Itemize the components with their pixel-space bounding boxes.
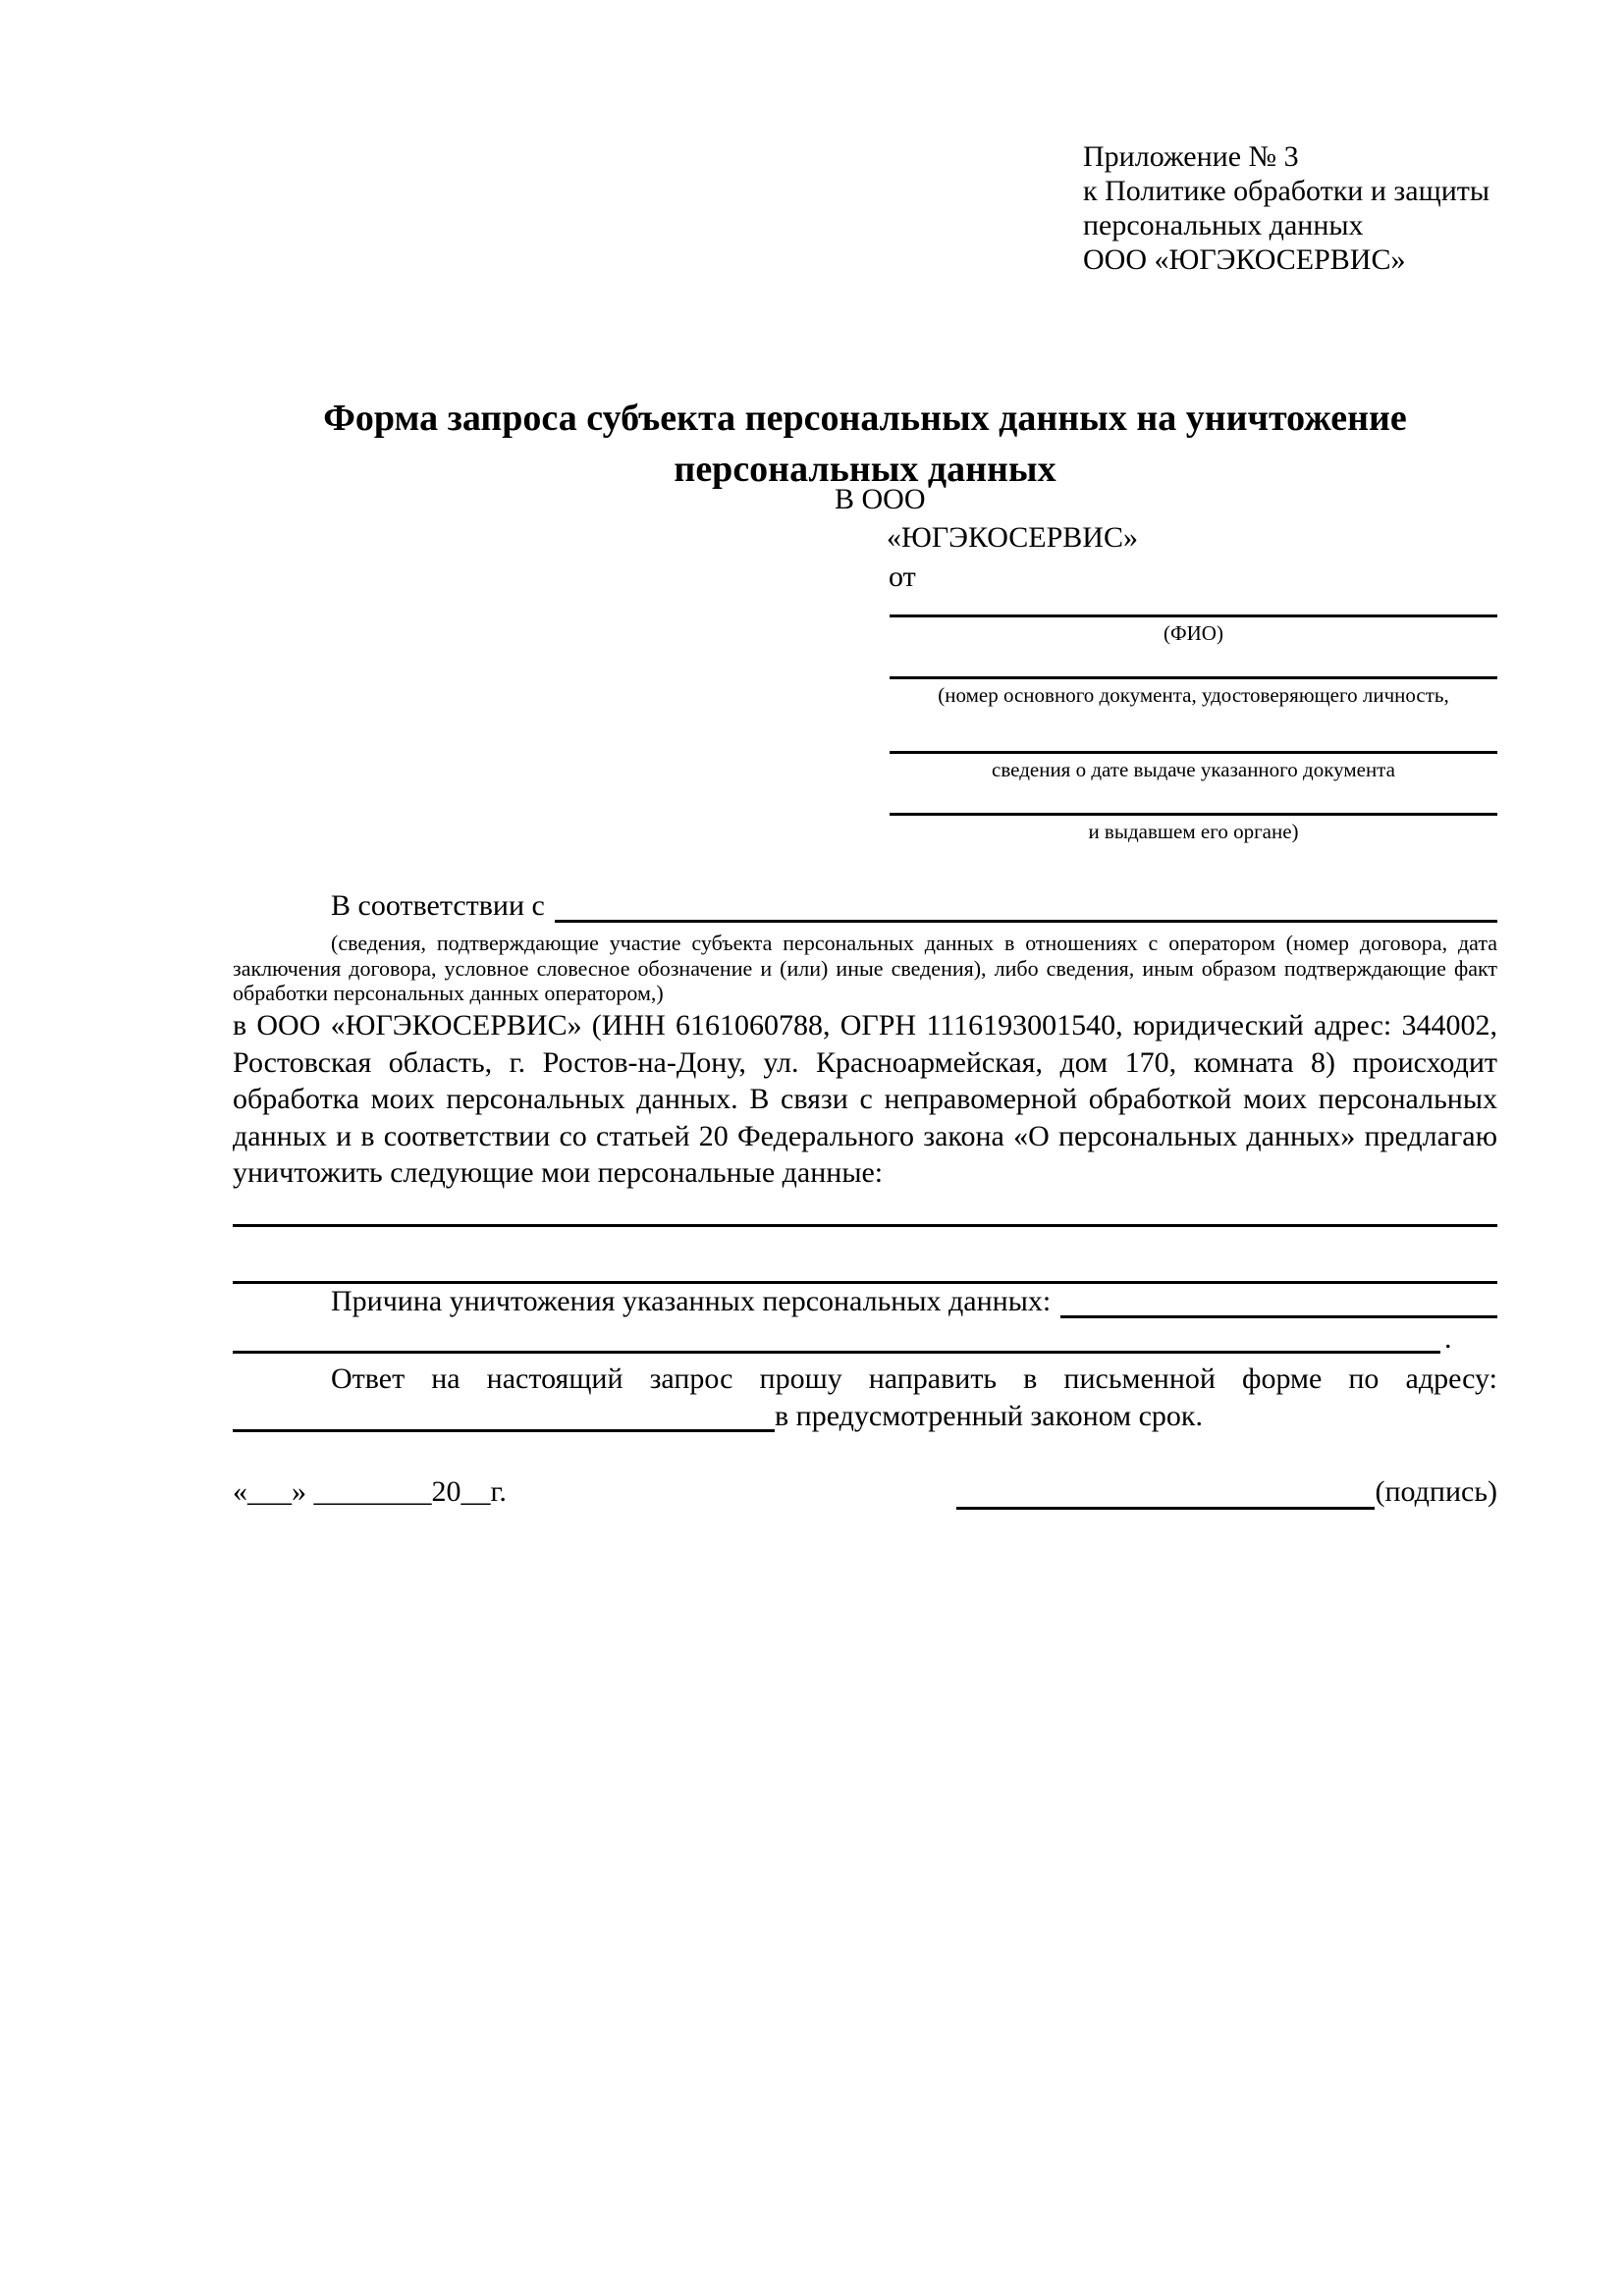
answer-paragraph-line-1: Ответ на настоящий запрос прошу направить в письменной форме по адресу:	[331, 1362, 1497, 1395]
reason-label: Причина уничтожения указанных персональных данных:	[331, 1285, 1052, 1317]
document-number-caption: (номер основного документа, удостоверяющего личность,	[938, 683, 1449, 707]
accordance-line	[233, 889, 1497, 923]
addressee-company-name: «ЮГЭКОСЕРВИС»	[887, 521, 1138, 554]
appendix-header-line: Приложение № 3	[1083, 140, 1299, 173]
date-signature-row	[233, 1474, 1497, 1510]
date-placeholder: «___» ________20__г.	[233, 1475, 507, 1508]
signature-group	[956, 1471, 1497, 1510]
appendix-header-line: персональных данных	[1083, 209, 1364, 241]
answer-paragraph-line-2	[233, 1400, 1497, 1432]
issuing-authority-caption: и выдавшем его органе)	[1088, 820, 1299, 843]
answer-line-2-text: в предусмотренный законом срок.	[775, 1400, 1203, 1432]
fio-blank-line	[890, 614, 1497, 617]
personal-data-blank-line-1	[233, 1224, 1497, 1227]
fio-caption: (ФИО)	[1164, 621, 1223, 645]
accordance-lead: В соответствии с	[331, 889, 545, 922]
issuing-authority-blank-line	[890, 813, 1497, 816]
issue-date-blank-line	[890, 751, 1497, 754]
form-title: Форма запроса субъекта персональных данных на уничтожение персональных данных	[323, 398, 1407, 490]
issue-date-caption: сведения о дате выдаче указанного документа	[992, 758, 1395, 781]
reason-blank-line-2	[233, 1324, 1440, 1354]
signature-blank-line	[956, 1471, 1375, 1510]
personal-data-blank-line-2	[233, 1281, 1497, 1284]
address-blank-line	[233, 1400, 775, 1432]
addressee-company-prefix: В ООО	[835, 483, 926, 515]
period-mark: .	[1444, 1322, 1452, 1355]
accordance-note: (сведения, подтверждающие участие субъекта персональных данных в отношениях с оператором (номер договора, дата заключения договора, условное словесное обозначение и (или) иные сведения), либо сведения, иным образом подтверждающие факт обработки персональных данных оператором,)	[233, 931, 1497, 1005]
addressee-from-label: от	[889, 561, 916, 593]
appendix-header-line: ООО «ЮГЭКОСЕРВИС»	[1083, 243, 1406, 276]
signature-caption: (подпись)	[1375, 1475, 1497, 1508]
appendix-header-line: к Политике обработки и защиты	[1083, 175, 1490, 207]
accordance-blank-line	[555, 889, 1497, 923]
reason-blank-line	[1060, 1285, 1497, 1318]
document-number-blank-line	[890, 676, 1497, 679]
appendix-header	[1083, 139, 1489, 277]
reason-continuation-line	[233, 1324, 1497, 1354]
reason-line	[233, 1285, 1497, 1318]
request-body-paragraph: в ООО «ЮГЭКОСЕРВИС» (ИНН 6161060788, ОГРН 1116193001540, юридический адрес: 344002, Ростовская область, г. Ростов-на-Дону, ул. Красноармейская, дом 170, комната 8) происходит обработка моих персональных данных. В связи с неправомерной обработкой моих персональных данных и в соответствии со статьей 20 Федерального закона «О персональных данных» предлагаю уничтожить следующие мои персональные данные:	[233, 1009, 1497, 1189]
